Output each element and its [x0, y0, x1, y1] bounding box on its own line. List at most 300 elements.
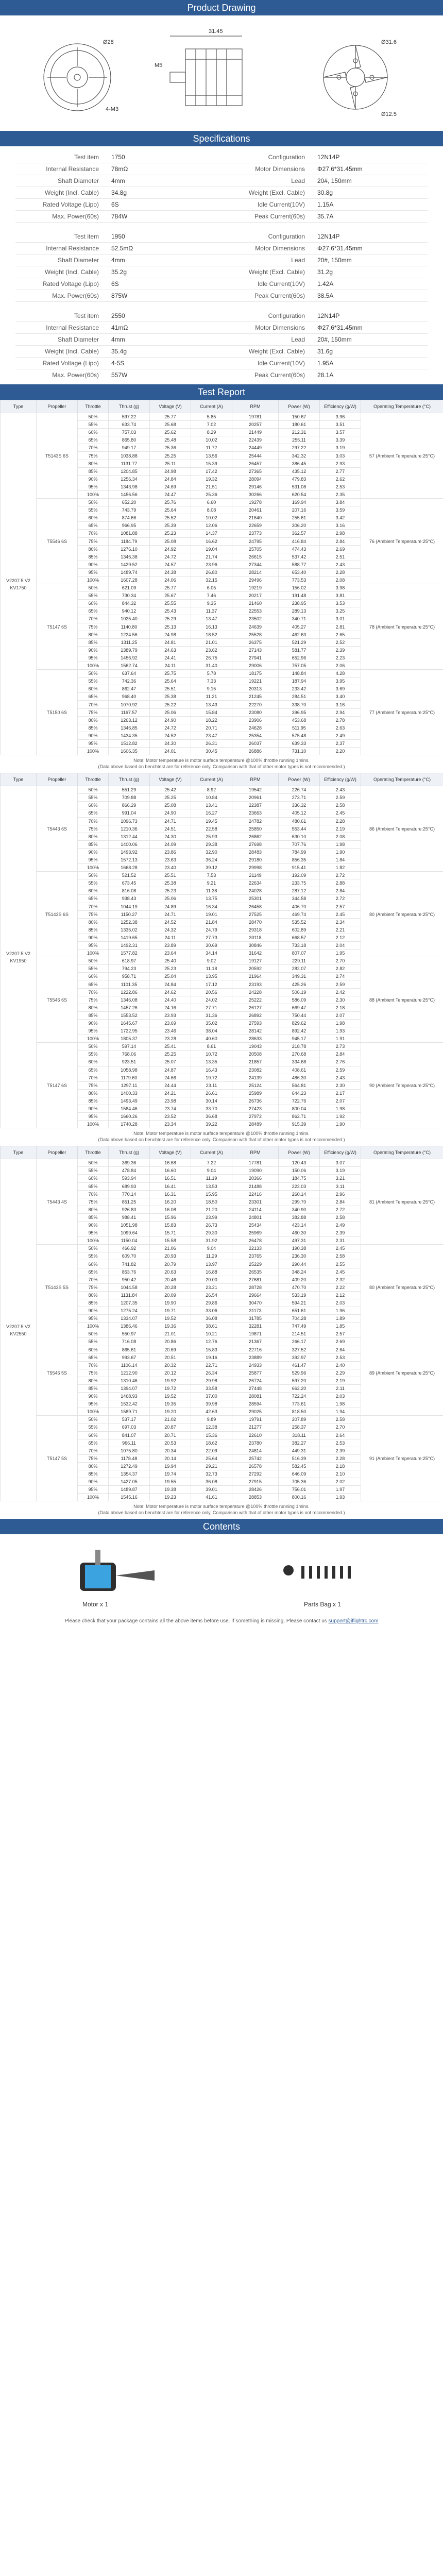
- report-cell: 1.84: [320, 856, 361, 863]
- report-cell: 1096.73: [109, 817, 150, 825]
- report-cell: 27593: [232, 1019, 279, 1027]
- spec-value: 35.4g: [102, 346, 222, 358]
- report-cell: 874.66: [109, 514, 150, 522]
- report-cell: 15.84: [191, 708, 232, 716]
- report-cell: 23.62: [191, 646, 232, 654]
- spec-value: 12N14P: [308, 310, 428, 322]
- report-cell: 29.98: [191, 1377, 232, 1384]
- report-cell: 27941: [232, 654, 279, 662]
- report-cell: 28214: [232, 568, 279, 576]
- report-cell: 731.10: [279, 748, 320, 755]
- report-cell: 1346.85: [109, 724, 150, 732]
- spec-row: [15, 163, 428, 175]
- report-cell: 20.46: [150, 1276, 191, 1283]
- report-cell: 533.19: [279, 1291, 320, 1299]
- table-row: [1, 872, 443, 879]
- report-cell: 229.11: [279, 957, 320, 965]
- report-cell: 24.51: [150, 825, 191, 833]
- report-cell: 27972: [232, 1113, 279, 1121]
- report-cell: 19542: [232, 786, 279, 794]
- report-cell: 75%: [78, 1454, 109, 1462]
- report-column-header: Power (W): [279, 400, 320, 413]
- support-email-link[interactable]: support@iflightrc.com: [328, 1618, 379, 1624]
- report-cell: 13.75: [191, 895, 232, 903]
- report-cell: 29.38: [191, 840, 232, 848]
- report-cell: 20508: [232, 1050, 279, 1058]
- report-cell: 2.04: [320, 942, 361, 950]
- report-cell: 2.72: [320, 1206, 361, 1213]
- report-cell: 3.98: [320, 584, 361, 592]
- report-cell: 1607.28: [109, 576, 150, 584]
- report-cell: 25.52: [150, 514, 191, 522]
- propeller-name: T5150 6S: [37, 670, 78, 755]
- report-cell: 23.47: [191, 732, 232, 739]
- report-cell: 23.64: [150, 950, 191, 957]
- report-cell: 3.16: [320, 701, 361, 708]
- report-cell: 65%: [78, 436, 109, 444]
- report-column-header: Operating Temperature (°C): [361, 773, 443, 786]
- report-cell: 2.29: [320, 1369, 361, 1377]
- report-cell: 652.20: [109, 499, 150, 506]
- report-cell: 1204.85: [109, 467, 150, 475]
- report-cell: 19219: [232, 584, 279, 592]
- report-cell: 409.20: [279, 1276, 320, 1283]
- report-cell: 2.43: [320, 1074, 361, 1081]
- report-cell: 24028: [232, 887, 279, 895]
- spec-value: 28.1A: [308, 369, 428, 381]
- report-cell: 3.25: [320, 607, 361, 615]
- report-cell: 19.72: [150, 1384, 191, 1392]
- report-cell: 460.30: [279, 1229, 320, 1237]
- report-cell: 2.84: [320, 1050, 361, 1058]
- report-cell: 24639: [232, 623, 279, 631]
- report-cell: 226.74: [279, 786, 320, 794]
- report-cell: 336.32: [279, 802, 320, 809]
- report-cell: 24814: [232, 1447, 279, 1454]
- report-cell: 2.35: [320, 490, 361, 498]
- report-cell: 273.71: [279, 794, 320, 802]
- report-cell: 2.06: [320, 662, 361, 670]
- report-cell: 1589.71: [109, 1408, 150, 1416]
- report-cell: 23.63: [150, 856, 191, 863]
- report-cell: 581.77: [279, 646, 320, 654]
- spec-label: Weight (Excl. Cable): [222, 346, 308, 358]
- report-cell: 24.71: [150, 910, 191, 918]
- report-cell: 30470: [232, 1299, 279, 1307]
- spec-value: 2550: [102, 310, 222, 322]
- report-cell: 70%: [78, 1074, 109, 1081]
- report-cell: 1224.56: [109, 631, 150, 638]
- report-cell: 1044.58: [109, 1283, 150, 1291]
- report-cell: 21.84: [191, 918, 232, 926]
- spec-row: [15, 369, 428, 381]
- report-cell: 2.58: [320, 802, 361, 809]
- dim-hole-circle: Ø12.5: [381, 111, 397, 117]
- spec-value: 4mm: [102, 175, 222, 187]
- report-cell: 24.89: [150, 903, 191, 910]
- report-cell: 31173: [232, 1307, 279, 1315]
- report-column-header: Current (A): [191, 773, 232, 786]
- report-cell: 287.12: [279, 887, 320, 895]
- report-cell: 21.01: [191, 638, 232, 646]
- report-cell: 13.97: [191, 1260, 232, 1268]
- report-cell: 25.23: [150, 965, 191, 973]
- report-cell: 212.31: [279, 429, 320, 436]
- report-cell: 24.52: [150, 732, 191, 739]
- report-cell: 25.06: [150, 895, 191, 903]
- report-column-header: RPM: [232, 400, 279, 413]
- report-cell: 20313: [232, 685, 279, 693]
- report-cell: 23.74: [150, 1105, 191, 1112]
- report-cell: 28094: [232, 475, 279, 483]
- report-cell: 2.88: [320, 879, 361, 887]
- motor-type: V2207.5 V2 KV2550: [1, 1159, 37, 1501]
- propeller-name: T5147 6S: [37, 1043, 78, 1128]
- report-cell: 12.76: [191, 1338, 232, 1346]
- report-cell: 597.22: [109, 413, 150, 421]
- report-cell: 2.08: [320, 833, 361, 840]
- report-cell: 25.38: [150, 879, 191, 887]
- report-cell: 10.72: [191, 1050, 232, 1058]
- report-cell: 11.18: [191, 965, 232, 973]
- report-cell: 2.37: [320, 739, 361, 747]
- report-cell: 2.11: [320, 1384, 361, 1392]
- report-cell: 22610: [232, 1431, 279, 1439]
- report-cell: 1400.06: [109, 840, 150, 848]
- report-cell: 24.69: [150, 483, 191, 490]
- report-cell: 756.01: [279, 1486, 320, 1494]
- motor-type: V2207.5 V2 KV1950: [1, 786, 37, 1128]
- report-cell: 21.20: [191, 1206, 232, 1213]
- spec-label: Lead: [222, 175, 308, 187]
- report-cell: 327.52: [279, 1346, 320, 1353]
- report-cell: 13.56: [191, 452, 232, 460]
- report-cell: 865.80: [109, 436, 150, 444]
- report-cell: 478.84: [109, 1167, 150, 1175]
- report-cell: 55%: [78, 794, 109, 802]
- report-cell: 90%: [78, 934, 109, 941]
- report-cell: 19127: [232, 957, 279, 965]
- report-cell: 2.69: [320, 1338, 361, 1346]
- report-cell: 20.32: [150, 1361, 191, 1369]
- report-cell: 531.08: [279, 483, 320, 490]
- spec-value: 1.95A: [308, 358, 428, 369]
- report-cell: 20.79: [150, 1260, 191, 1268]
- report-cell: 192.09: [279, 872, 320, 879]
- table-row: [1, 1245, 443, 1252]
- report-cell: 2.39: [320, 1229, 361, 1237]
- spec-label: Rated Voltage (Lipo): [15, 278, 102, 290]
- dim-length: 31.45: [209, 28, 223, 35]
- report-cell: 26736: [232, 1097, 279, 1105]
- spec-value: 1.15A: [308, 199, 428, 211]
- report-cell: 60%: [78, 1058, 109, 1066]
- report-cell: 1606.35: [109, 748, 150, 755]
- report-cell: 270.68: [279, 1050, 320, 1058]
- report-cell: 462.63: [279, 631, 320, 638]
- report-cell: 11.38: [191, 887, 232, 895]
- report-cell: 479.83: [279, 475, 320, 483]
- report-cell: 966.95: [109, 522, 150, 530]
- report-cell: 95%: [78, 1315, 109, 1323]
- spec-value: 12N14P: [308, 231, 428, 243]
- report-cell: 24.01: [150, 748, 191, 755]
- report-cell: 266.17: [279, 1338, 320, 1346]
- report-cell: 408.61: [279, 1066, 320, 1074]
- report-cell: 2.59: [320, 794, 361, 802]
- spec-value: 35.2g: [102, 266, 222, 278]
- report-cell: 80%: [78, 1089, 109, 1097]
- report-cell: 25.07: [150, 1058, 191, 1066]
- report-cell: 958.71: [109, 973, 150, 980]
- report-cell: 2.57: [320, 1330, 361, 1338]
- report-cell: 70%: [78, 1276, 109, 1283]
- report-cell: 630.10: [279, 833, 320, 840]
- report-cell: 80%: [78, 833, 109, 840]
- report-cell: 3.95: [320, 677, 361, 685]
- report-cell: 25.25: [150, 794, 191, 802]
- report-cell: 20.87: [150, 1423, 191, 1431]
- report-cell: 19871: [232, 1330, 279, 1338]
- report-cell: 100%: [78, 662, 109, 670]
- report-cell: 25.64: [150, 506, 191, 514]
- report-cell: 65%: [78, 895, 109, 903]
- report-cell: 2.39: [320, 646, 361, 654]
- report-cell: 70%: [78, 444, 109, 452]
- report-cell: 150.67: [279, 413, 320, 421]
- propeller-name: T5143S 6S: [37, 413, 78, 499]
- report-cell: 23.99: [191, 1213, 232, 1221]
- spec-row: [15, 278, 428, 290]
- report-cell: 27423: [232, 1105, 279, 1112]
- table-row: [1, 670, 443, 677]
- spec-label: Shaft Diameter: [15, 334, 102, 346]
- report-cell: 1256.34: [109, 475, 150, 483]
- report-cell: 218.78: [279, 1043, 320, 1050]
- specifications-header: Specifications: [0, 131, 443, 146]
- report-column-header: Throttle: [78, 400, 109, 413]
- report-cell: 1051.98: [109, 1222, 150, 1229]
- report-cell: 95%: [78, 654, 109, 662]
- report-cell: 3.81: [320, 592, 361, 600]
- report-cell: 26615: [232, 553, 279, 561]
- spec-value: 78mΩ: [102, 163, 222, 175]
- report-cell: 55%: [78, 421, 109, 429]
- report-cell: 673.45: [109, 879, 150, 887]
- report-cell: 2.96: [320, 1190, 361, 1198]
- specifications: [0, 146, 443, 384]
- report-cell: 4.28: [320, 670, 361, 677]
- report-cell: 100%: [78, 748, 109, 755]
- report-cell: 85%: [78, 553, 109, 561]
- report-cell: 637.64: [109, 670, 150, 677]
- report-cell: 20.86: [150, 1338, 191, 1346]
- spec-value: 12N14P: [308, 151, 428, 163]
- report-cell: 26892: [232, 1011, 279, 1019]
- report-cell: 29998: [232, 864, 279, 872]
- report-cell: 25354: [232, 732, 279, 739]
- product-drawing: [0, 15, 443, 131]
- propeller-name: T5546 6S: [37, 499, 78, 584]
- report-cell: 1512.82: [109, 739, 150, 747]
- operating-temperature: 91 (Ambient Temperature:25°C): [361, 1416, 443, 1501]
- report-cell: 24.63: [150, 646, 191, 654]
- report-cell: 949.17: [109, 444, 150, 452]
- report-cell: 27.71: [191, 1004, 232, 1011]
- report-cell: 2.19: [320, 825, 361, 833]
- report-cell: 856.35: [279, 856, 320, 863]
- report-cell: 297.22: [279, 444, 320, 452]
- report-cell: 1.90: [320, 1121, 361, 1128]
- report-cell: 25.77: [150, 584, 191, 592]
- report-cell: 306.20: [279, 522, 320, 530]
- report-cell: 993.67: [109, 1353, 150, 1361]
- report-cell: 100%: [78, 1494, 109, 1501]
- report-cell: 24.98: [150, 467, 191, 475]
- report-cell: 20.63: [150, 1268, 191, 1276]
- spec-label: Configuration: [222, 310, 308, 322]
- report-cell: 25.75: [150, 670, 191, 677]
- report-cell: 25.62: [150, 429, 191, 436]
- report-cell: 1075.80: [109, 1447, 150, 1454]
- report-cell: 26.61: [191, 1089, 232, 1097]
- report-cell: 20.56: [191, 988, 232, 996]
- report-cell: 20.14: [150, 1454, 191, 1462]
- report-cell: 2.30: [320, 1081, 361, 1089]
- report-cell: 29180: [232, 856, 279, 863]
- report-cell: 30.14: [191, 1097, 232, 1105]
- spec-value: 52.5mΩ: [102, 243, 222, 255]
- report-cell: 60%: [78, 887, 109, 895]
- report-cell: 653.40: [279, 568, 320, 576]
- report-cell: 338.70: [279, 701, 320, 708]
- report-cell: 40.60: [191, 1035, 232, 1043]
- report-cell: 597.20: [279, 1377, 320, 1384]
- operating-temperature: 81 (Ambient Temperature:25°C): [361, 1159, 443, 1245]
- report-cell: 2.78: [320, 716, 361, 724]
- report-cell: 1489.87: [109, 1486, 150, 1494]
- report-cell: 95%: [78, 1229, 109, 1237]
- report-cell: 24.32: [150, 926, 191, 934]
- report-cell: 16.41: [150, 1182, 191, 1190]
- report-cell: 19.20: [150, 1408, 191, 1416]
- report-cell: 80%: [78, 545, 109, 553]
- report-cell: 31.92: [191, 1237, 232, 1245]
- report-cell: 19.32: [191, 475, 232, 483]
- report-cell: 1.96: [320, 1307, 361, 1315]
- report-cell: 24.90: [150, 716, 191, 724]
- report-cell: 386.45: [279, 460, 320, 467]
- report-cell: 25301: [232, 895, 279, 903]
- report-cell: 25.23: [150, 887, 191, 895]
- report-cell: 55%: [78, 592, 109, 600]
- report-cell: 3.39: [320, 436, 361, 444]
- report-cell: 90%: [78, 1019, 109, 1027]
- report-cell: 55%: [78, 506, 109, 514]
- report-cell: 42.63: [191, 1408, 232, 1416]
- report-cell: 15.83: [150, 1222, 191, 1229]
- report-cell: 2.58: [320, 1252, 361, 1260]
- report-cell: 800.04: [279, 1105, 320, 1112]
- report-cell: 31642: [232, 950, 279, 957]
- report-cell: 19221: [232, 677, 279, 685]
- report-cell: 1572.13: [109, 856, 150, 863]
- report-cell: 20366: [232, 1175, 279, 1182]
- report-cell: 85%: [78, 724, 109, 732]
- motor-drawing: [0, 15, 443, 131]
- report-cell: 16.62: [191, 537, 232, 545]
- report-cell: 39.98: [191, 1400, 232, 1408]
- report-cell: 32.15: [191, 576, 232, 584]
- report-cell: 3.40: [320, 693, 361, 701]
- report-cell: 24449: [232, 444, 279, 452]
- report-cell: 892.42: [279, 1027, 320, 1035]
- report-cell: 12.38: [191, 1423, 232, 1431]
- report-column-header: Efficiency (g/W): [320, 400, 361, 413]
- report-cell: 29025: [232, 1408, 279, 1416]
- report-table: [0, 400, 443, 755]
- report-table: [0, 773, 443, 1128]
- report-cell: 55%: [78, 1252, 109, 1260]
- report-note: [0, 1128, 443, 1146]
- report-cell: 807.07: [279, 950, 320, 957]
- report-cell: 19.45: [191, 817, 232, 825]
- spec-value: Φ27.6*31.45mm: [308, 163, 428, 175]
- report-cell: 453.68: [279, 716, 320, 724]
- report-cell: 602.89: [279, 926, 320, 934]
- report-cell: 423.14: [279, 1222, 320, 1229]
- report-cell: 2.12: [320, 934, 361, 941]
- report-cell: 75%: [78, 708, 109, 716]
- report-cell: 20.34: [150, 1447, 191, 1454]
- operating-temperature: 89 (Ambient Temperature:25°C): [361, 1330, 443, 1416]
- report-cell: 38.04: [191, 1027, 232, 1035]
- report-cell: 60%: [78, 973, 109, 980]
- report-cell: 16.60: [150, 1167, 191, 1175]
- report-cell: 13.47: [191, 615, 232, 623]
- report-cell: 816.08: [109, 887, 150, 895]
- report-cell: 818.50: [279, 1408, 320, 1416]
- report-cell: 535.52: [279, 918, 320, 926]
- temperature-note: Note: Motor temperature is motor surface temperature @100% throttle running 1mins.: [133, 758, 310, 764]
- report-cell: 2.58: [320, 1213, 361, 1221]
- report-cell: 862.71: [279, 1113, 320, 1121]
- report-cell: 85%: [78, 1097, 109, 1105]
- report-cell: 26037: [232, 739, 279, 747]
- spec-value: Φ27.6*31.45mm: [308, 243, 428, 255]
- report-cell: 550.97: [109, 1330, 150, 1338]
- report-cell: 238.95: [279, 600, 320, 607]
- report-cell: 25850: [232, 825, 279, 833]
- report-cell: 730.34: [109, 592, 150, 600]
- spec-row: [15, 255, 428, 266]
- report-cell: 784.99: [279, 848, 320, 856]
- report-cell: 1343.98: [109, 483, 150, 490]
- report-cell: 521.52: [109, 872, 150, 879]
- report-cell: 1207.35: [109, 1299, 150, 1307]
- report-cell: 1553.52: [109, 1011, 150, 1019]
- report-cell: 2.45: [320, 809, 361, 817]
- report-cell: 2.12: [320, 1291, 361, 1299]
- report-cell: 2.52: [320, 638, 361, 646]
- report-cell: 968.40: [109, 693, 150, 701]
- spec-row: [15, 358, 428, 369]
- report-cell: 3.51: [320, 421, 361, 429]
- spec-value: 1.42A: [308, 278, 428, 290]
- report-cell: 55%: [78, 1167, 109, 1175]
- report-cell: 75%: [78, 1283, 109, 1291]
- report-cell: 20592: [232, 965, 279, 973]
